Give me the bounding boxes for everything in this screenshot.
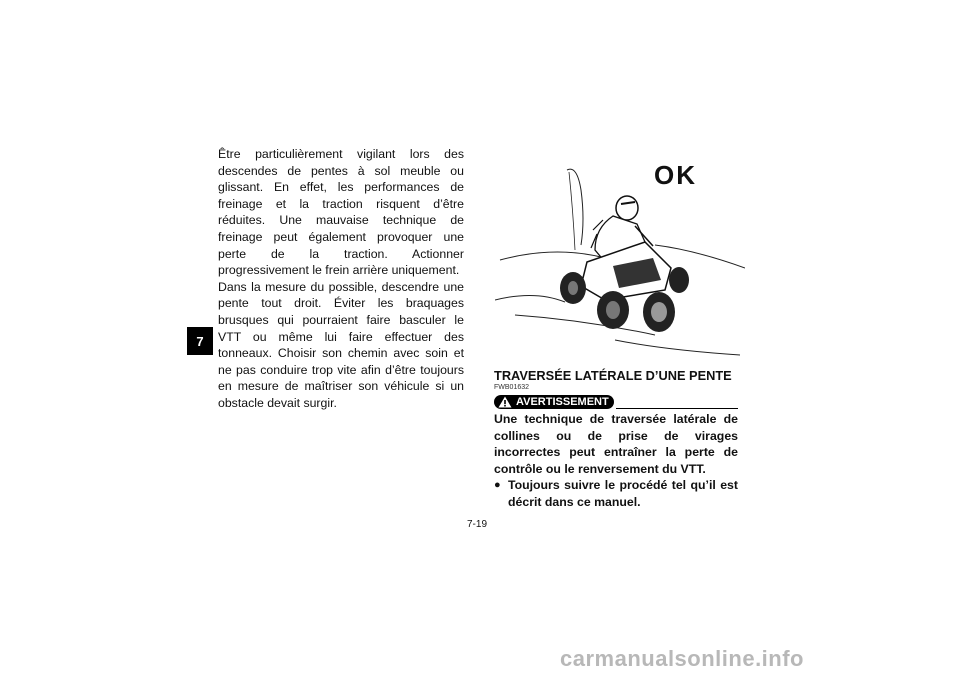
reference-code: FWB01632	[494, 384, 530, 391]
warning-header	[494, 395, 738, 409]
warning-rule	[616, 408, 738, 409]
watermark: carmanualsonline.info	[560, 646, 804, 671]
bullet-text: Toujours suivre le procédé tel qu’il est décrit dans ce manuel.	[508, 478, 738, 509]
illustration-ok-label: OK	[654, 160, 697, 190]
page-number: 7-19	[467, 519, 488, 530]
warning-label-text: AVERTISSEMENT	[516, 396, 609, 408]
bullet-symbol: ●	[494, 479, 501, 492]
chapter-tab	[187, 327, 213, 355]
body-paragraph-1: Être particulièrement vigilant lors des descendes de pentes à sol meuble ou glissant. En effet, les performances de freinage et la traction risquent d’être réduites. Une mauvaise technique de freinage peut également provoquer une perte de la traction. Actionner progressivement le frein arrière uniquement.	[218, 147, 464, 278]
chapter-number: 7	[196, 333, 204, 349]
warning-bullet	[494, 477, 738, 510]
warning-label-box	[494, 395, 614, 409]
warning-body	[494, 411, 738, 511]
warning-text: Une technique de traversée latérale de collines ou de prise de virages incorrectes peut entraîner la perte de contrôle ou le renversement du VTT.	[494, 412, 738, 476]
atv-descending-slope-illustration	[495, 150, 745, 360]
left-column	[218, 146, 464, 412]
body-paragraph-2: Dans la mesure du possible, descendre une pente tout droit. Éviter les braquages brusques qui pourraient faire basculer le VTT ou même lui faire effectuer des tonneaux. Choisir son chemin avec soin et ne pas conduire trop vite afin d’être toujours en mesure de maîtriser son véhicule si un obstacle devait surgir.	[218, 279, 464, 410]
section-heading: TRAVERSÉE LATÉRALE D’UNE PENTE	[494, 368, 732, 383]
warning-triangle-icon	[498, 396, 512, 408]
